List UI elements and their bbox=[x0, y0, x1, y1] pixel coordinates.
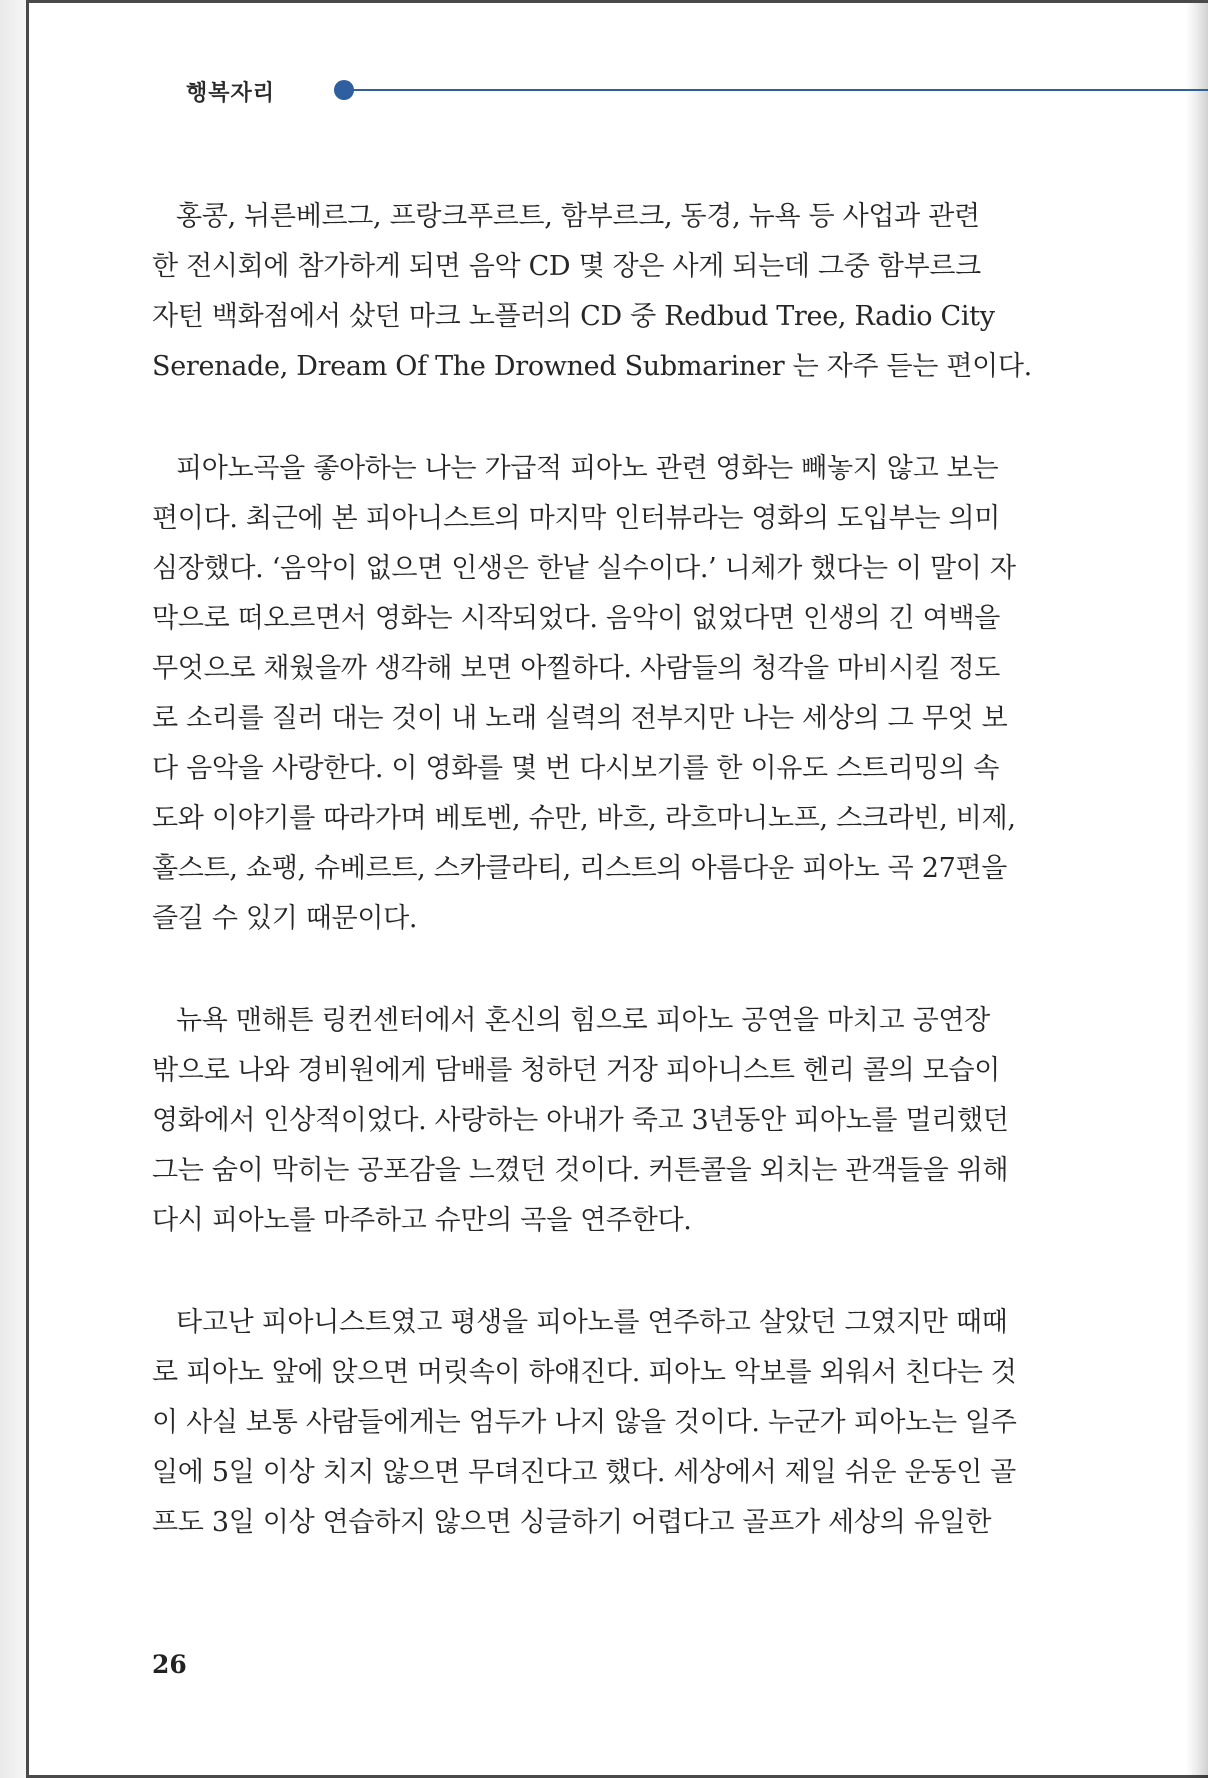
page-left-edge bbox=[0, 0, 26, 1778]
rule-line bbox=[352, 89, 1208, 91]
text-line: 홀스트, 쇼팽, 슈베르트, 스카클라티, 리스트의 아름다운 피아노 곡 27편을 bbox=[152, 853, 1008, 884]
page-number: 26 bbox=[152, 1650, 187, 1679]
text-line: 홍콩, 뉘른베르그, 프랑크푸르트, 함부르크, 동경, 뉴욕 등 사업과 관련 bbox=[176, 201, 980, 232]
text-line: 로 피아노 앞에 앉으면 머릿속이 하얘진다. 피아노 악보를 외워서 친다는 것 bbox=[152, 1357, 1017, 1388]
text-line: 막으로 떠오르면서 영화는 시작되었다. 음악이 없었다면 인생의 긴 여백을 bbox=[152, 603, 1001, 634]
text-line: 즐길 수 있기 때문이다. bbox=[152, 903, 418, 934]
body-text bbox=[152, 192, 1032, 1600]
text-line: Serenade, Dream Of The Drowned Submariner 는 자주 듣는 편이다. bbox=[152, 351, 1032, 382]
text-line: 일에 5일 이상 치지 않으면 무뎌진다고 했다. 세상에서 제일 쉬운 운동인 골 bbox=[152, 1457, 1016, 1488]
paragraph-2 bbox=[152, 444, 1016, 944]
text-line: 타고난 피아니스트였고 평생을 피아노를 연주하고 살았던 그였지만 때때 bbox=[176, 1307, 1008, 1338]
text-line: 영화에서 인상적이었다. 사랑하는 아내가 죽고 3년동안 피아노를 멀리했던 bbox=[152, 1105, 1009, 1136]
text-line: 밖으로 나와 경비원에게 담배를 청하던 거장 피아니스트 헨리 콜의 모습이 bbox=[152, 1055, 1001, 1086]
text-line: 피아노곡을 좋아하는 나는 가급적 피아노 관련 영화는 빼놓지 않고 보는 bbox=[176, 453, 999, 484]
text-line: 다시 피아노를 마주하고 슈만의 곡을 연주한다. bbox=[152, 1205, 692, 1236]
paragraph-3 bbox=[152, 996, 1012, 1246]
text-line: 한 전시회에 참가하게 되면 음악 CD 몇 장은 사게 되는데 그중 함부르크 bbox=[152, 251, 981, 282]
text-line: 로 소리를 질러 대는 것이 내 노래 실력의 전부지만 나는 세상의 그 무엇 보 bbox=[152, 703, 1008, 734]
text-line: 다 음악을 사랑한다. 이 영화를 몇 번 다시보기를 한 이유도 스트리밍의 속 bbox=[152, 753, 1000, 784]
text-line: 그는 숨이 막히는 공포감을 느꼈던 것이다. 커튼콜을 외치는 관객들을 위해 bbox=[152, 1155, 1009, 1186]
page-gutter-shadow bbox=[1186, 3, 1208, 1778]
running-head-rule bbox=[334, 80, 1208, 100]
text-line: 도와 이야기를 따라가며 베토벤, 슈만, 바흐, 라흐마니노프, 스크라빈, 비제, bbox=[152, 803, 1016, 834]
paragraph-1 bbox=[152, 192, 1032, 392]
text-line: 편이다. 최근에 본 피아니스트의 마지막 인터뷰라는 영화의 도입부는 의미 bbox=[152, 503, 1001, 534]
text-line: 자턴 백화점에서 샀던 마크 노플러의 CD 중 Redbud Tree, Radio City bbox=[152, 301, 995, 332]
paragraph-4 bbox=[152, 1298, 1017, 1548]
rule-dot-ornament bbox=[334, 80, 354, 100]
text-line: 뉴욕 맨해튼 링컨센터에서 혼신의 힘으로 피아노 공연을 마치고 공연장 bbox=[176, 1005, 990, 1036]
text-line: 무엇으로 채웠을까 생각해 보면 아찔하다. 사람들의 청각을 마비시킬 정도 bbox=[152, 653, 1001, 684]
text-line: 프도 3일 이상 연습하지 않으면 싱글하기 어렵다고 골프가 세상의 유일한 bbox=[152, 1507, 992, 1538]
text-line: 심장했다. ‘음악이 없으면 인생은 한낱 실수이다.’ 니체가 했다는 이 말이 자 bbox=[152, 553, 1016, 584]
running-head: 행복자리 bbox=[186, 81, 276, 106]
text-line: 이 사실 보통 사람들에게는 엄두가 나지 않을 것이다. 누군가 피아노는 일주 bbox=[152, 1407, 1017, 1438]
